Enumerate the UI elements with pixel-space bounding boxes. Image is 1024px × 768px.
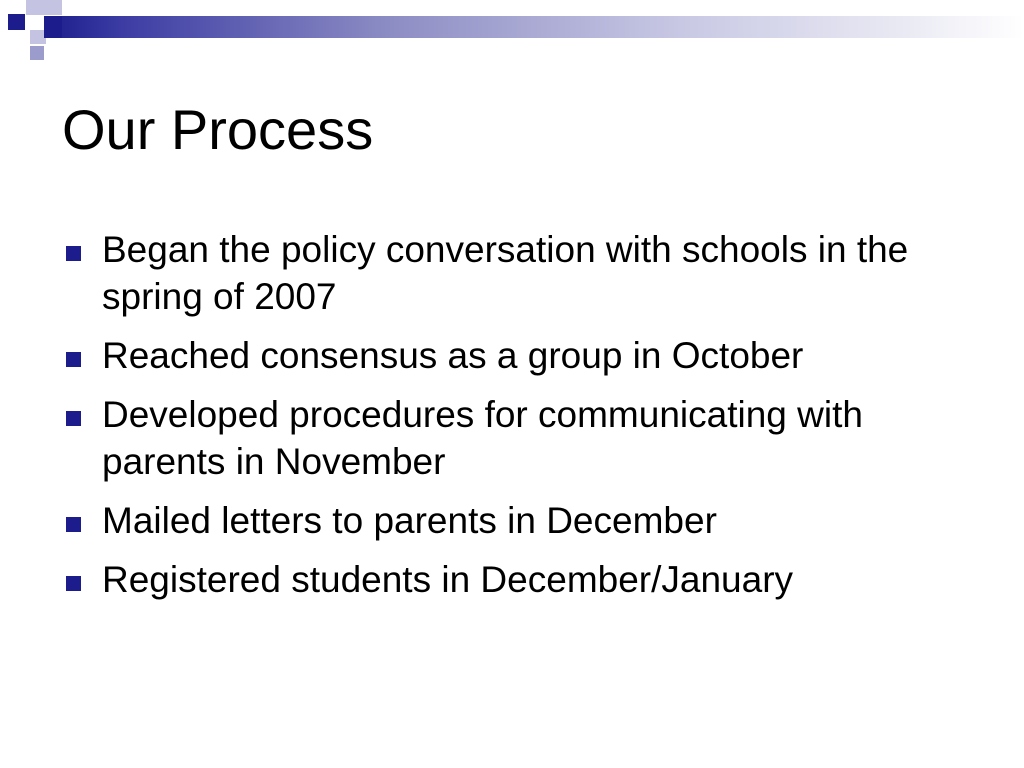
bullet-text: Reached consensus as a group in October bbox=[102, 335, 804, 376]
decor-square-dark bbox=[44, 16, 62, 38]
square-bullet-icon bbox=[66, 411, 81, 426]
header-decoration bbox=[0, 0, 1024, 62]
square-bullet-icon bbox=[66, 246, 81, 261]
bullet-text: Registered students in December/January bbox=[102, 559, 794, 600]
decor-square-dark bbox=[8, 14, 25, 30]
bullet-item bbox=[62, 556, 992, 603]
decor-square-light bbox=[26, 0, 44, 15]
square-bullet-icon bbox=[66, 576, 81, 591]
bullet-item bbox=[62, 332, 992, 379]
square-bullet-icon bbox=[66, 352, 81, 367]
slide-title: Our Process bbox=[62, 98, 374, 161]
decor-square-light bbox=[44, 0, 62, 15]
decor-square-medium bbox=[30, 46, 44, 60]
square-bullet-icon bbox=[66, 517, 81, 532]
bullet-text: Began the policy conversation with schools in the spring of 2007 bbox=[102, 229, 909, 317]
bullet-text: Mailed letters to parents in December bbox=[102, 500, 717, 541]
bullet-item bbox=[62, 391, 992, 485]
bullet-item bbox=[62, 497, 992, 544]
bullet-text: Developed procedures for communicating with parents in November bbox=[102, 394, 863, 482]
bullet-list bbox=[62, 226, 992, 615]
bullet-item bbox=[62, 226, 992, 320]
header-gradient-bar bbox=[44, 16, 1024, 38]
